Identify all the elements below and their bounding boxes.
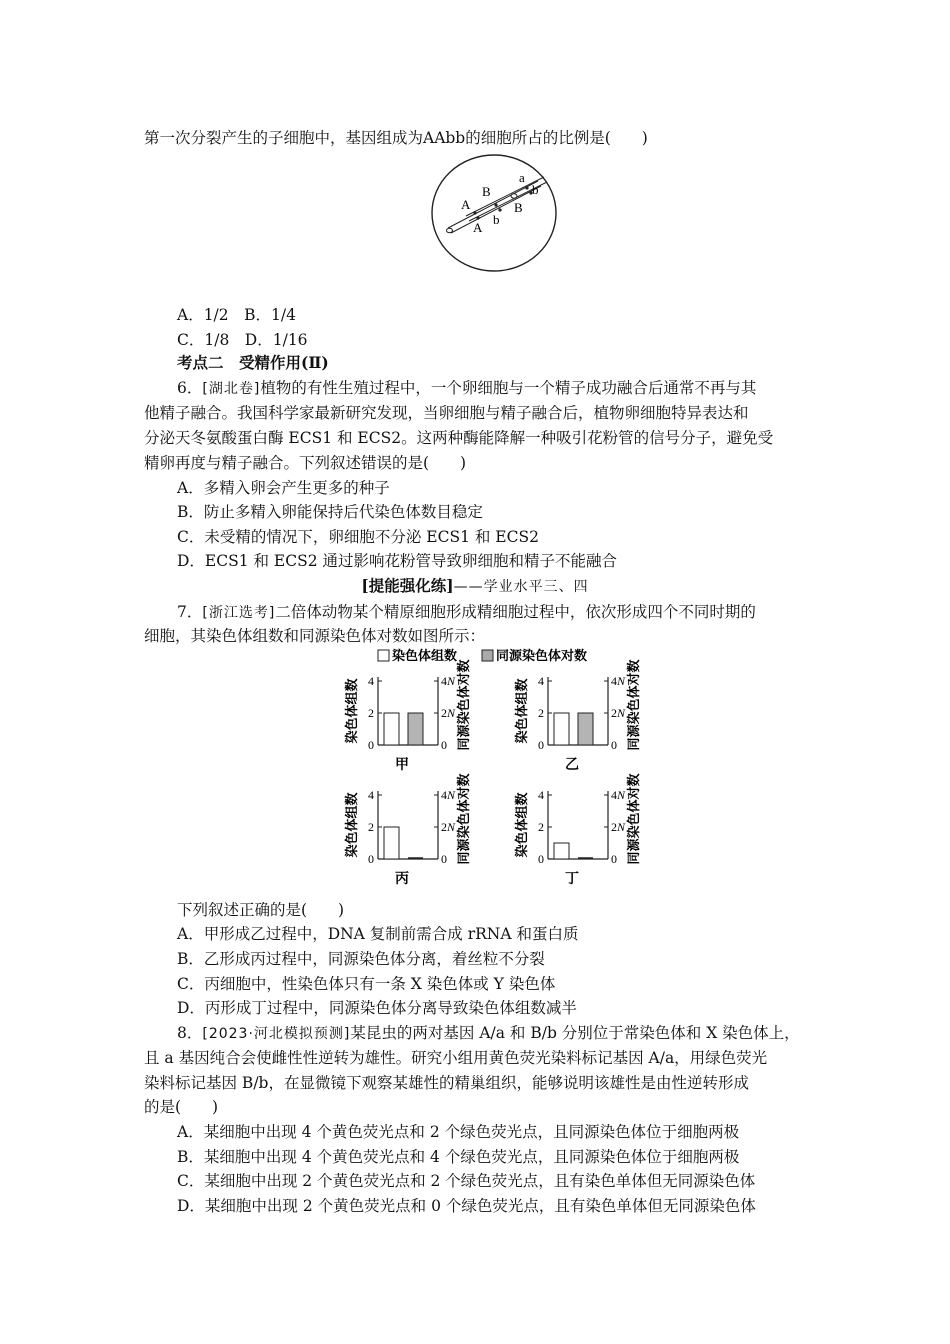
left-tick-label: 2 (538, 706, 544, 720)
q7-question: 下列叙述正确的是( ) (177, 901, 345, 919)
q8-option-d: D．某细胞中出现 2 个黄色荧光点和 0 个绿色荧光点，且有染色单体但无同源染色体 (177, 1197, 756, 1215)
right-tick-label (611, 674, 626, 688)
right-tick-variable: N (447, 820, 456, 834)
left-axis-title: 染色体组数 (345, 678, 360, 744)
right-tick-number: 2 (441, 820, 447, 834)
q7-line1-text: 二倍体动物某个精原细胞形成精细胞过程中，依次形成四个不同时期的 (275, 603, 756, 621)
right-axis-title: 同源染色体对数 (627, 773, 642, 865)
q7-source: [浙江选考] (202, 605, 276, 621)
q8-source: [2023·河北模拟预测] (202, 1026, 351, 1042)
q6-line3: 分泌天冬氨酸蛋白酶 ECS1 和 ECS2。这两种酶能降解一种吸引花粉管的信号分子，避免受 (144, 429, 774, 447)
right-tick-label (611, 706, 626, 720)
right-tick-number: 2 (611, 706, 617, 720)
panel-label: 甲 (395, 757, 409, 773)
bar-chromosome-sets (554, 843, 569, 859)
right-tick-variable: N (617, 706, 626, 720)
right-tick-label (611, 852, 617, 866)
bar-chromosome-sets (554, 713, 569, 745)
q7-number: 7． (177, 603, 203, 621)
left-axis-title: 染色体组数 (515, 792, 530, 858)
right-tick-number: 0 (441, 738, 447, 752)
q5-stem: 第一次分裂产生的子细胞中，基因组成为AAbb的细胞所占的比例是( ) (144, 129, 648, 147)
right-tick-label (441, 852, 447, 866)
q8-option-b: B．某细胞中出现 4 个黄色荧光点和 4 个绿色荧光点，且同源染色体位于细胞两极 (177, 1148, 740, 1166)
section-heading-subtitle: ——学业水平三、四 (453, 579, 589, 595)
bar-homologous-pairs (408, 713, 423, 745)
right-tick-variable: N (617, 820, 626, 834)
left-tick-label: 0 (368, 738, 374, 752)
left-tick-label: 2 (538, 820, 544, 834)
right-tick-label (441, 706, 456, 720)
chart-panel-1 (344, 659, 472, 773)
right-tick-label (441, 820, 456, 834)
q6-line1 (177, 376, 756, 401)
gene-label-B-lower: B (514, 200, 523, 215)
gene-label-B-upper: B (482, 184, 491, 199)
left-tick-label: 4 (538, 788, 544, 802)
gene-label-b-middle: b (493, 212, 500, 227)
q7-line1 (177, 600, 756, 625)
q8-number: 8． (177, 1024, 203, 1042)
cell-division-figure (428, 152, 560, 274)
q8-line3: 染料标记基因 B/b，在显微镜下观察某雄性的精巢组织，能够说明该雄性是由性逆转形成 (144, 1074, 749, 1092)
chromosome-bar-chart (330, 644, 642, 890)
q8-line4: 的是( ) (144, 1098, 219, 1116)
q6-line2: 他精子融合。我国科学家最新研究发现，当卵细胞与精子融合后，植物卵细胞特异表达和 (144, 404, 749, 422)
right-tick-label (441, 674, 456, 688)
left-tick-label: 4 (538, 674, 544, 688)
right-tick-number: 4 (611, 674, 617, 688)
left-axis-title: 染色体组数 (515, 678, 530, 744)
right-axis-title: 同源染色体对数 (457, 659, 472, 751)
panel-label: 乙 (565, 757, 579, 773)
gene-label-a: a (519, 170, 525, 185)
section-heading-title: [提能强化练] (361, 576, 454, 595)
q6-option-d: D．ECS1 和 ECS2 通过影响花粉管导致卵细胞和精子不能融合 (177, 552, 618, 570)
gene-label-b-right: b (532, 182, 539, 197)
right-tick-number: 0 (611, 738, 617, 752)
legend-swatch-chromosome-sets (378, 650, 389, 661)
q7-option-a: A．甲形成乙过程中，DNA 复制前需合成 rRNA 和蛋白质 (177, 925, 579, 943)
section-heading-advanced (0, 574, 950, 599)
left-tick-label: 4 (368, 788, 374, 802)
q8-option-c: C．某细胞中出现 2 个黄色荧光点和 2 个绿色荧光点，且有染色单体但无同源染色体 (177, 1172, 756, 1190)
right-tick-variable: N (617, 788, 626, 802)
right-tick-number: 0 (611, 852, 617, 866)
panel-label: 丙 (395, 871, 409, 887)
right-tick-number: 2 (611, 820, 617, 834)
right-tick-number: 4 (441, 788, 447, 802)
right-tick-number: 4 (441, 674, 447, 688)
bar-chromosome-sets (384, 713, 399, 745)
left-tick-label: 2 (368, 706, 374, 720)
left-tick-label: 4 (368, 674, 374, 688)
right-tick-number: 2 (441, 706, 447, 720)
legend-swatch-homologous-pairs (482, 650, 493, 661)
q8-option-a: A．某细胞中出现 4 个黄色荧光点和 2 个绿色荧光点，且同源染色体位于细胞两极 (177, 1123, 740, 1141)
left-axis-title: 染色体组数 (345, 792, 360, 858)
q5-options-row2: C．1/8 D．1/16 (177, 331, 308, 349)
left-tick-label: 0 (368, 852, 374, 866)
chart-panel-4 (514, 773, 642, 887)
chart-panel-3 (344, 773, 472, 887)
right-tick-label (611, 820, 626, 834)
right-tick-label (441, 788, 456, 802)
legend-homologous-pairs: 同源染色体对数 (496, 649, 588, 664)
gene-label-A-upper: A (461, 197, 471, 212)
left-tick-label: 0 (538, 852, 544, 866)
left-tick-label: 0 (538, 738, 544, 752)
right-tick-variable: N (617, 674, 626, 688)
q6-source: [湖北卷] (202, 381, 261, 397)
panel-label: 丁 (565, 871, 579, 887)
legend-chromosome-sets: 染色体组数 (392, 649, 458, 664)
right-tick-number: 4 (611, 788, 617, 802)
q6-option-c: C．未受精的情况下，卵细胞不分泌 ECS1 和 ECS2 (177, 528, 539, 546)
q7-option-b: B．乙形成丙过程中，同源染色体分离，着丝粒不分裂 (177, 950, 545, 968)
chart-panel-2 (514, 659, 642, 773)
right-tick-label (611, 788, 626, 802)
chart-legend (378, 648, 587, 664)
q8-line1 (177, 1021, 800, 1046)
right-axis-title: 同源染色体对数 (627, 659, 642, 751)
right-tick-variable: N (447, 706, 456, 720)
q5-options-row1: A．1/2 B．1/4 (177, 306, 296, 324)
right-axis-title: 同源染色体对数 (457, 773, 472, 865)
q6-line4: 精卵再度与精子融合。下列叙述错误的是( ) (144, 454, 467, 472)
bar-chromosome-sets (384, 827, 399, 859)
q8-line1-text: 某昆虫的两对基因 A/a 和 B/b 分别位于常染色体和 X 染色体上， (350, 1024, 800, 1042)
q7-line2: 细胞，其染色体组数和同源染色体对数如图所示： (144, 627, 486, 645)
left-tick-label: 2 (368, 820, 374, 834)
q7-option-c: C．丙细胞中，性染色体只有一条 X 染色体或 Y 染色体 (177, 975, 556, 993)
right-tick-label (441, 738, 447, 752)
q6-option-a: A．多精入卵会产生更多的种子 (177, 479, 390, 497)
q6-option-b: B．防止多精入卵能保持后代染色体数目稳定 (177, 503, 483, 521)
gene-label-A-lower: A (473, 220, 483, 235)
q6-number: 6． (177, 379, 203, 397)
right-tick-variable: N (447, 674, 456, 688)
q6-line1-text: 植物的有性生殖过程中，一个卵细胞与一个精子成功融合后通常不再与其 (260, 379, 757, 397)
bar-homologous-pairs (578, 713, 593, 745)
right-tick-label (611, 738, 617, 752)
q8-line2: 且 a 基因纯合会使雌性性逆转为雄性。研究小组用黄色荧光染料标记基因 A/a，用绿色荧光 (144, 1049, 768, 1067)
section-title-fertilization: 考点二 受精作用(Ⅱ) (177, 353, 329, 372)
right-tick-number: 0 (441, 852, 447, 866)
right-tick-variable: N (447, 788, 456, 802)
q7-option-d: D．丙形成丁过程中，同源染色体分离导致染色体组数减半 (177, 999, 577, 1017)
